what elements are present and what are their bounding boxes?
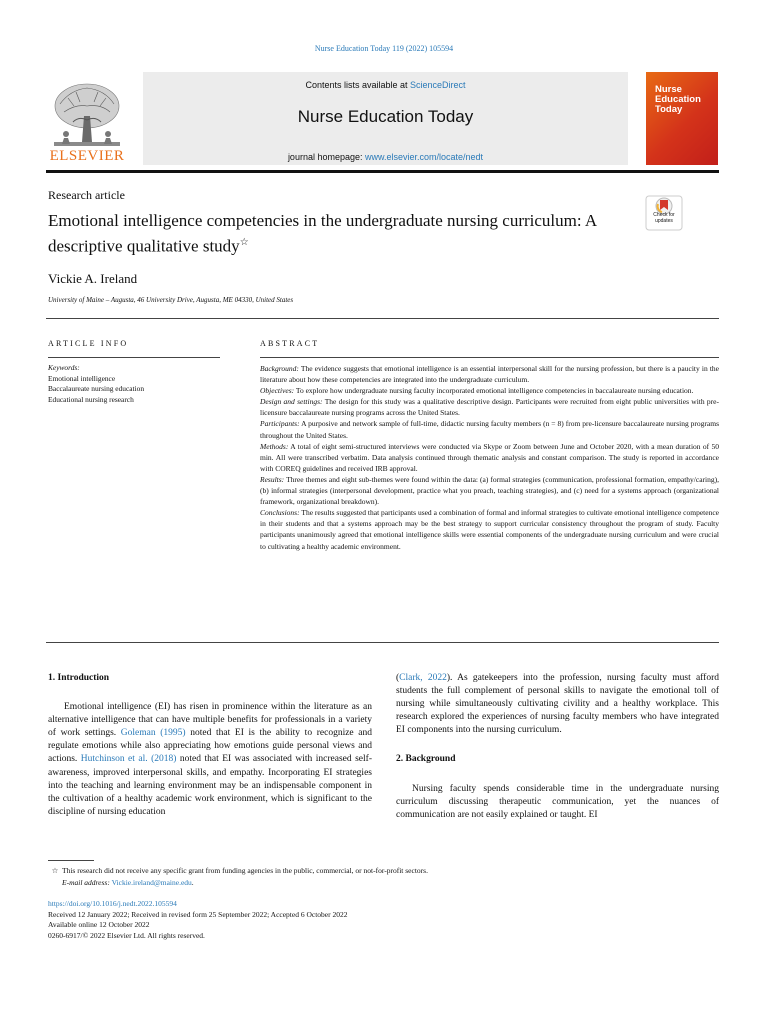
body-text: noted that EI was associated with increased self-awareness, improved interpersonal skills, and empathy. Incorporating EI strategies into the teaching and learning environment may be an indispensable component in the cultivation of a healthy academic work environment, which is significant to the discipline of nursing education <box>48 754 372 817</box>
keyword-item[interactable]: Baccalaureate nursing education <box>48 384 145 394</box>
abstract-text: The results suggested that participants used a combination of formal and informal strategies to cultivate emotional intelligence competence in their students and that a systems approach may be the best strategy to support curricular consistency throughout the program of study. Faculty participants unanimously agreed that emotional intelligence skills were essential components of the undergraduate nursing curriculum and were crucial to cultivating a healthy academic environment. <box>260 508 719 551</box>
header-rule <box>46 170 719 173</box>
crossmark-label-line: Check for <box>653 212 675 218</box>
article-history: Received 12 January 2022; Received in revised form 25 September 2022; Accepted 6 October 2022 <box>48 909 348 919</box>
abstract-results <box>260 474 719 507</box>
abstract-label: Participants: <box>260 419 300 429</box>
footnote-rule <box>48 860 94 861</box>
copyright: 0260-6917/© 2022 Elsevier Ltd. All rights reserved. <box>48 930 205 940</box>
abstract-heading: ABSTRACT <box>260 339 320 348</box>
abstract-text: To explore how undergraduate nursing faculty incorporated emotional intelligence competencies in baccalaureate nursing education. <box>295 386 694 396</box>
author-email-link[interactable]: Vickie.ireland@maine.edu <box>111 878 192 887</box>
crossmark-label-line: updates <box>655 217 673 224</box>
email-end: . <box>191 878 194 887</box>
keyword-item[interactable]: Educational nursing research <box>48 394 134 404</box>
sciencedirect-link[interactable]: ScienceDirect <box>410 80 466 90</box>
reference-link[interactable]: Goleman (1995) <box>120 728 186 739</box>
email-footnote <box>48 877 728 889</box>
cover-title-line: Education <box>655 94 701 105</box>
abstract-text: The design for this study was a qualitative descriptive design. Participants were recruited from eight public universities with pre-licensure baccalaureate nursing programs across the United States. <box>260 397 719 418</box>
keyword-item[interactable]: Emotional intelligence <box>48 373 116 383</box>
contents-prefix: Contents lists available at <box>305 80 411 90</box>
abstract-label: Conclusions: <box>260 508 300 518</box>
abstract-body <box>260 363 719 552</box>
footnote-text: This research did not receive any specific grant from funding agencies in the public, commercial, or not-for-profit sectors. <box>62 866 428 875</box>
abstract-conclusions <box>260 507 719 551</box>
article-title <box>48 210 608 258</box>
funding-footnote <box>48 865 728 877</box>
abstract-label: Results: <box>260 474 285 484</box>
publisher-wordmark: ELSEVIER <box>49 148 125 164</box>
title-footnote-mark[interactable]: ☆ <box>239 237 249 248</box>
body-column-left <box>48 672 372 819</box>
article-info-heading: ARTICLE INFO <box>48 339 129 348</box>
journal-citation[interactable] <box>0 44 768 53</box>
abstract-label: Design and settings: <box>260 397 323 407</box>
available-online: Available online 12 October 2022 <box>48 920 150 929</box>
abstract-design <box>260 396 719 418</box>
article-title-text: Emotional intelligence competencies in the undergraduate nursing curriculum: A descriptive qualitative study <box>48 211 597 256</box>
abstract-objectives <box>260 385 719 396</box>
keywords-block <box>48 363 220 405</box>
abstract-text: Three themes and eight sub-themes were found within the data: (a) formal strategies (communication, professional formation, empathy/caring), (b) informal strategies (interpersonal development, practice what you preach, teaching strategies), and (c) need for a systems approach (organizational framework, organizational breakdown). <box>260 474 719 507</box>
journal-title: Nurse Education Today <box>297 107 474 126</box>
author-name[interactable]: Vickie A. Ireland <box>48 271 138 286</box>
body-text: ). As gatekeepers into the profession, nursing faculty must afford students the full complement of personal skills to navigate the emotional toll of nursing while simultaneously cultivating civility and a healthy workplace. This research explored the experiences of nursing faculty members who have integrated EI components into the nursing curriculum. <box>396 673 719 736</box>
body-text: Emotional intelligence (EI) has risen in prominence within the literature as an alternative intelligence that can have multiple benefits for professionals in a variety of work settings. <box>48 702 372 739</box>
abstract-text: A purposive and network sample of full-time, didactic nursing faculty members (n = 8) from pre-licensure baccalaureate nursing programs throughout the United States. <box>260 419 720 440</box>
abstract-label: Objectives: <box>260 386 295 396</box>
homepage-link[interactable]: www.elsevier.com/locate/nedt <box>365 152 484 162</box>
body-text: ( <box>396 673 400 683</box>
cover-title <box>655 85 701 115</box>
doi-link[interactable]: https://doi.org/10.1016/j.nedt.2022.105594 <box>48 899 177 908</box>
cover-title-line: Nurse <box>655 84 682 95</box>
footnote-mark: ☆ <box>51 866 59 875</box>
footnotes <box>48 865 728 889</box>
keywords-label: Keywords: <box>48 363 80 372</box>
section-rule <box>46 318 719 319</box>
cover-title-line: Today <box>655 104 683 115</box>
body-text: noted that EI is the ability to recognize and regulate emotions while also appreciating how emotions guide personal views and actions. <box>48 728 373 765</box>
section-heading-background: 2. Background <box>396 754 456 765</box>
section-heading-introduction: 1. Introduction <box>48 673 110 683</box>
abstract-background <box>260 363 719 385</box>
introduction-paragraph-continued <box>396 672 719 737</box>
introduction-paragraph <box>48 701 372 819</box>
abstract-bottom-rule <box>46 642 719 643</box>
homepage-prefix: journal homepage: <box>287 152 365 162</box>
abstract-label: Background: <box>260 364 299 373</box>
crossmark-label <box>645 213 683 224</box>
citation-link[interactable]: Nurse Education Today 119 (2022) 105594 <box>314 44 454 53</box>
article-type: Research article <box>48 188 125 202</box>
journal-cover-thumbnail[interactable] <box>646 72 718 165</box>
contents-line <box>143 80 628 90</box>
article-info-rule <box>48 357 220 358</box>
abstract-text: A total of eight semi-structured interviews were conducted via Skype or Zoom between June and October 2020, with a mean duration of 50 min. All were transcribed verbatim. Data analysis continued through thematic analysis and constant comparison. The study is reported in accordance with COREQ guidelines and received IRB approval. <box>260 441 719 473</box>
abstract-text: The evidence suggests that emotional intelligence is an essential interpersonal skill for the nursing profession, but there is a paucity in the literature about how these competencies are integrated into the undergraduate curriculum. <box>260 364 719 385</box>
email-label: E-mail address: <box>62 878 110 887</box>
abstract-methods <box>260 441 719 474</box>
abstract-participants <box>260 418 719 440</box>
abstract-rule <box>260 357 719 358</box>
reference-link[interactable]: Hutchinson et al. (2018) <box>80 754 177 765</box>
background-paragraph: Nursing faculty spends considerable time in the undergraduate nursing curriculum discussing therapeutic communication, yet the nuances of communication are not easily explained or taught. EI <box>396 783 719 820</box>
abstract-label: Methods: <box>260 441 289 451</box>
publication-info <box>48 899 728 941</box>
reference-link[interactable]: Clark, 2022 <box>399 673 447 683</box>
journal-homepage-line <box>143 152 628 162</box>
body-column-right <box>396 672 719 822</box>
author-affiliation: University of Maine – Augusta, 46 University Drive, Augusta, ME 04330, United States <box>48 296 294 304</box>
